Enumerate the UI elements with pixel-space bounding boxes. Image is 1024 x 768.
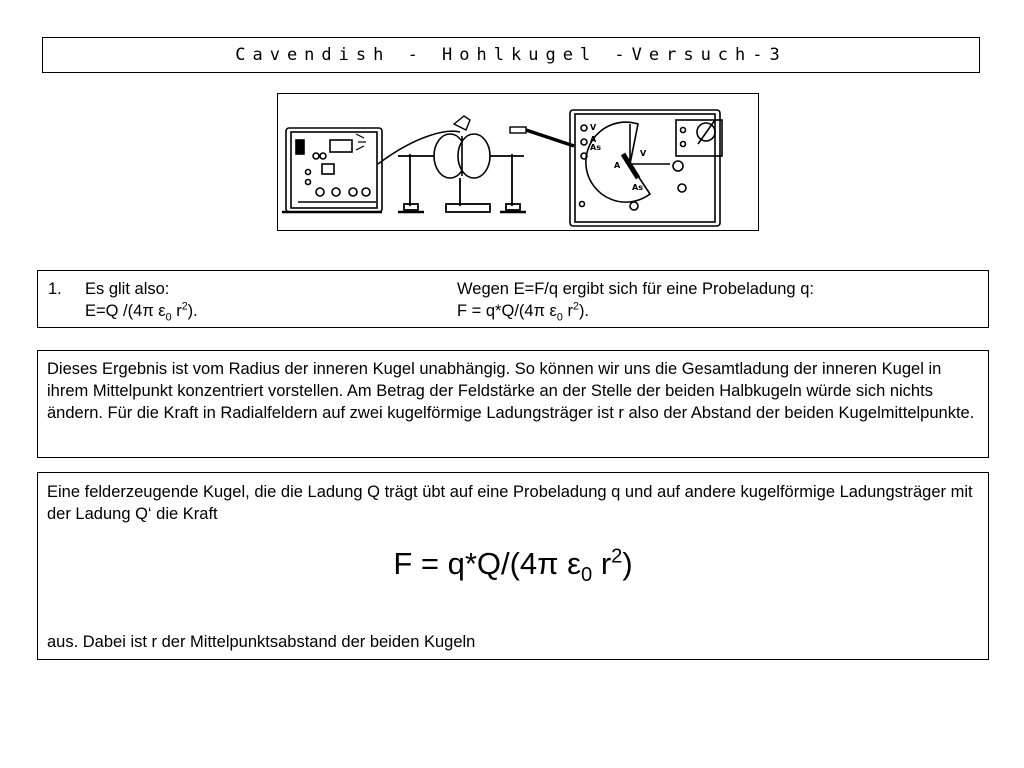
coulomb-outro: aus. Dabei ist r der Mittelpunktsabstand der beiden Kugeln [47,633,476,651]
list-number: 1. [48,280,62,298]
apparatus-drawing [278,94,758,230]
point-1-box [37,270,989,328]
probe-force-formula: F = q*Q/(4π $\varepsilon_0$ $r^2$). [457,300,590,324]
coulomb-law-box [37,472,989,660]
field-strength-intro: Es glit also: [85,280,170,298]
title-box [42,37,980,73]
result-paragraph: Dieses Ergebnis ist vom Radius der inneren Kugel unabhängig. So können wir uns die Gesamtladung der inneren Kugel in ihrem Mittelpunkt konzentriert vorstellen. Am Betrag der Feldstärke an der Stelle der beiden Halbkugeln würde sich nichts ändern. Für die Kraft in Radialfeldern auf zwei kugelförmige Ladungsträger ist r also der Abstand der beiden Kugelmittelpunkte. [47,360,975,422]
probe-charge-intro: Wegen E=F/q ergibt sich für eine Probeladung q: [457,280,814,298]
meter-label-v: V [590,123,597,132]
result-box [37,350,989,458]
experiment-figure [277,93,759,231]
hemispheres [434,134,490,178]
meter-label-a: A [590,135,597,144]
meter-label-as: As [590,143,601,152]
power-supply [282,128,382,212]
coulomb-formula: F = q*Q/(4π $\varepsilon_0$ $r^2$) [393,545,633,587]
field-strength-formula: E=Q /(4π $\varepsilon_0$ $r^2$). [85,300,198,324]
page-title: Cavendish - Hohlkugel -Versuch-3 [235,45,787,65]
dial-label-a: A [614,161,621,170]
probe [510,127,574,146]
hand-icon [454,116,470,130]
dial-label-as: As [632,183,643,192]
coulomb-intro: Eine felderzeugende Kugel, die die Ladung Q trägt übt auf eine Probeladung q und auf andere kugelförmige Ladungsträger mit der Ladung Q‘ die Kraft [47,483,973,523]
dial-label-v: V [640,149,647,158]
power-symbol [356,134,366,150]
